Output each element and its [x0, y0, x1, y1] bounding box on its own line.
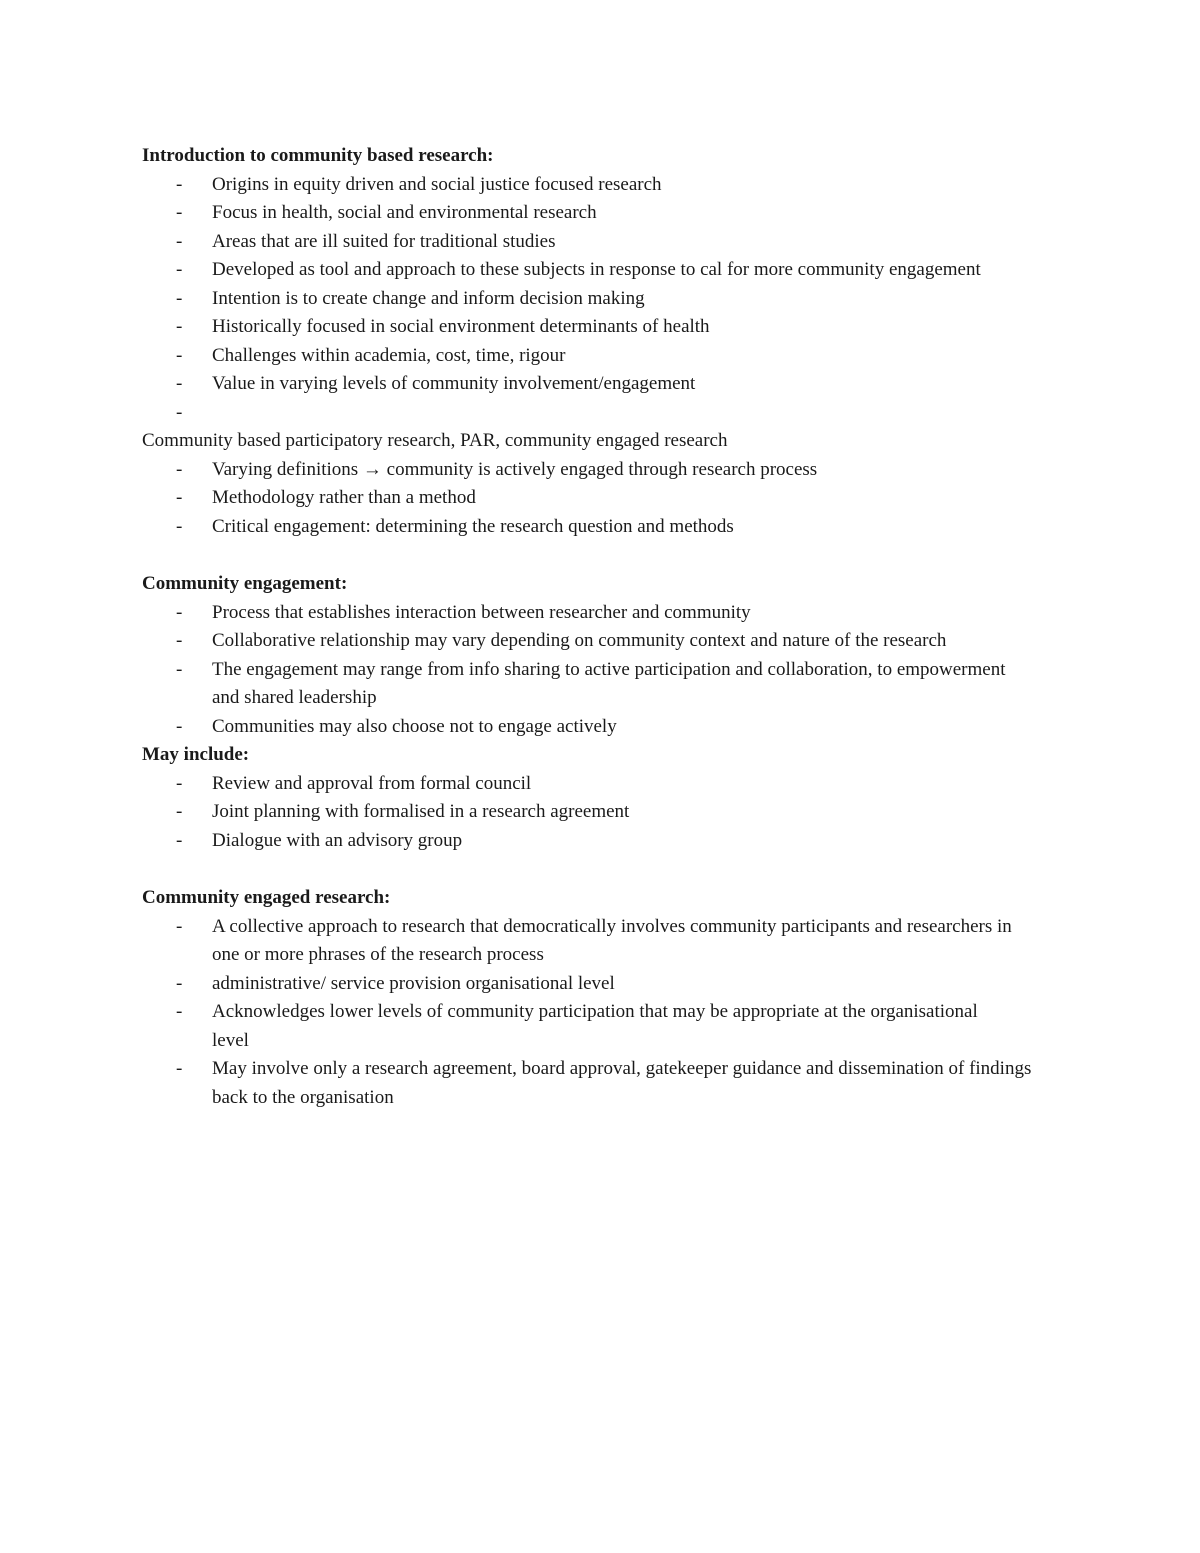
- dash-bullet: -: [176, 259, 183, 280]
- intro-list: [142, 171, 1062, 428]
- list-item: - Acknowledges lower levels of community participation that may be appropriate at the organisational level: [142, 998, 1002, 1055]
- list-item: - Focus in health, social and environmental research: [142, 199, 1062, 228]
- dash-bullet: -: [176, 1001, 183, 1022]
- list-item: - Intention is to create change and inform decision making: [142, 285, 1062, 314]
- may-include-list: [142, 770, 1062, 856]
- cbpr-list: [142, 456, 1062, 542]
- engagement-list: [142, 599, 1062, 742]
- dash-bullet: -: [176, 801, 183, 822]
- list-item: - Historically focused in social environment determinants of health: [142, 313, 1062, 342]
- list-item: - Dialogue with an advisory group: [142, 827, 1062, 856]
- list-item: - Areas that are ill suited for traditional studies: [142, 228, 1062, 257]
- dash-bullet: -: [176, 287, 183, 309]
- list-item: - A collective approach to research that democratically involves community participants and researchers in one or more phrases of the research process: [142, 913, 1032, 970]
- list-item: - Developed as tool and approach to these subjects in response to cal for more community engagement: [142, 256, 1002, 285]
- dash-bullet: -: [176, 601, 183, 623]
- section-heading-intro: Introduction to community based research:: [142, 145, 494, 166]
- dash-bullet: -: [176, 972, 183, 994]
- dash-bullet: -: [176, 715, 183, 737]
- list-item: - The engagement may range from info sharing to active participation and collaboration, to empowerment and shared leadership: [142, 656, 1012, 713]
- list-item: - Joint planning with formalised in a research agreement: [142, 798, 1062, 827]
- list-item: - Varying definitions → community is actively engaged through research process: [142, 456, 1062, 485]
- dash-bullet: -: [176, 173, 183, 195]
- list-item-empty: [142, 399, 1062, 428]
- section-heading-may-include: May include:: [142, 744, 250, 765]
- list-item: - Collaborative relationship may vary depending on community context and nature of the research: [142, 627, 1062, 656]
- dash-bullet: -: [176, 658, 183, 680]
- dash-bullet: -: [176, 458, 183, 480]
- dash-bullet: -: [176, 202, 183, 223]
- list-item: - May involve only a research agreement, board approval, gatekeeper guidance and dissemination of findings back to the organisation: [142, 1055, 1062, 1112]
- list-item: - Value in varying levels of community involvement/engagement: [142, 370, 1062, 399]
- dash-bullet: -: [176, 316, 183, 337]
- dash-bullet: -: [176, 401, 183, 423]
- dash-bullet: -: [176, 487, 183, 508]
- list-item: - Methodology rather than a method: [142, 484, 1062, 513]
- blank-line: [142, 541, 1062, 570]
- engaged-research-list: [142, 913, 1062, 1113]
- dash-bullet: -: [176, 1058, 183, 1079]
- blank-line: [142, 855, 1062, 884]
- list-item: - Challenges within academia, cost, time, rigour: [142, 342, 1062, 371]
- dash-bullet: -: [176, 344, 183, 366]
- dash-bullet: -: [176, 373, 183, 394]
- section-heading-engaged-research: Community engaged research:: [142, 887, 391, 908]
- dash-bullet: -: [176, 829, 183, 851]
- dash-bullet: -: [176, 230, 183, 252]
- section-heading-cbpr: Community based participatory research, PAR, community engaged research: [142, 430, 728, 451]
- section-heading-engagement: Community engagement:: [142, 573, 348, 594]
- list-item: - Process that establishes interaction between researcher and community: [142, 599, 1062, 628]
- dash-bullet: -: [176, 515, 183, 537]
- list-item: - Review and approval from formal council: [142, 770, 1062, 799]
- list-item: - Communities may also choose not to engage actively: [142, 713, 1062, 742]
- list-item: - administrative/ service provision organisational level: [142, 970, 1062, 999]
- dash-bullet: -: [176, 630, 183, 651]
- dash-bullet: -: [176, 915, 183, 937]
- document-page: [142, 142, 1062, 1112]
- list-item: - Origins in equity driven and social justice focused research: [142, 171, 1062, 200]
- dash-bullet: -: [176, 772, 183, 794]
- list-item: - Critical engagement: determining the research question and methods: [142, 513, 1062, 542]
